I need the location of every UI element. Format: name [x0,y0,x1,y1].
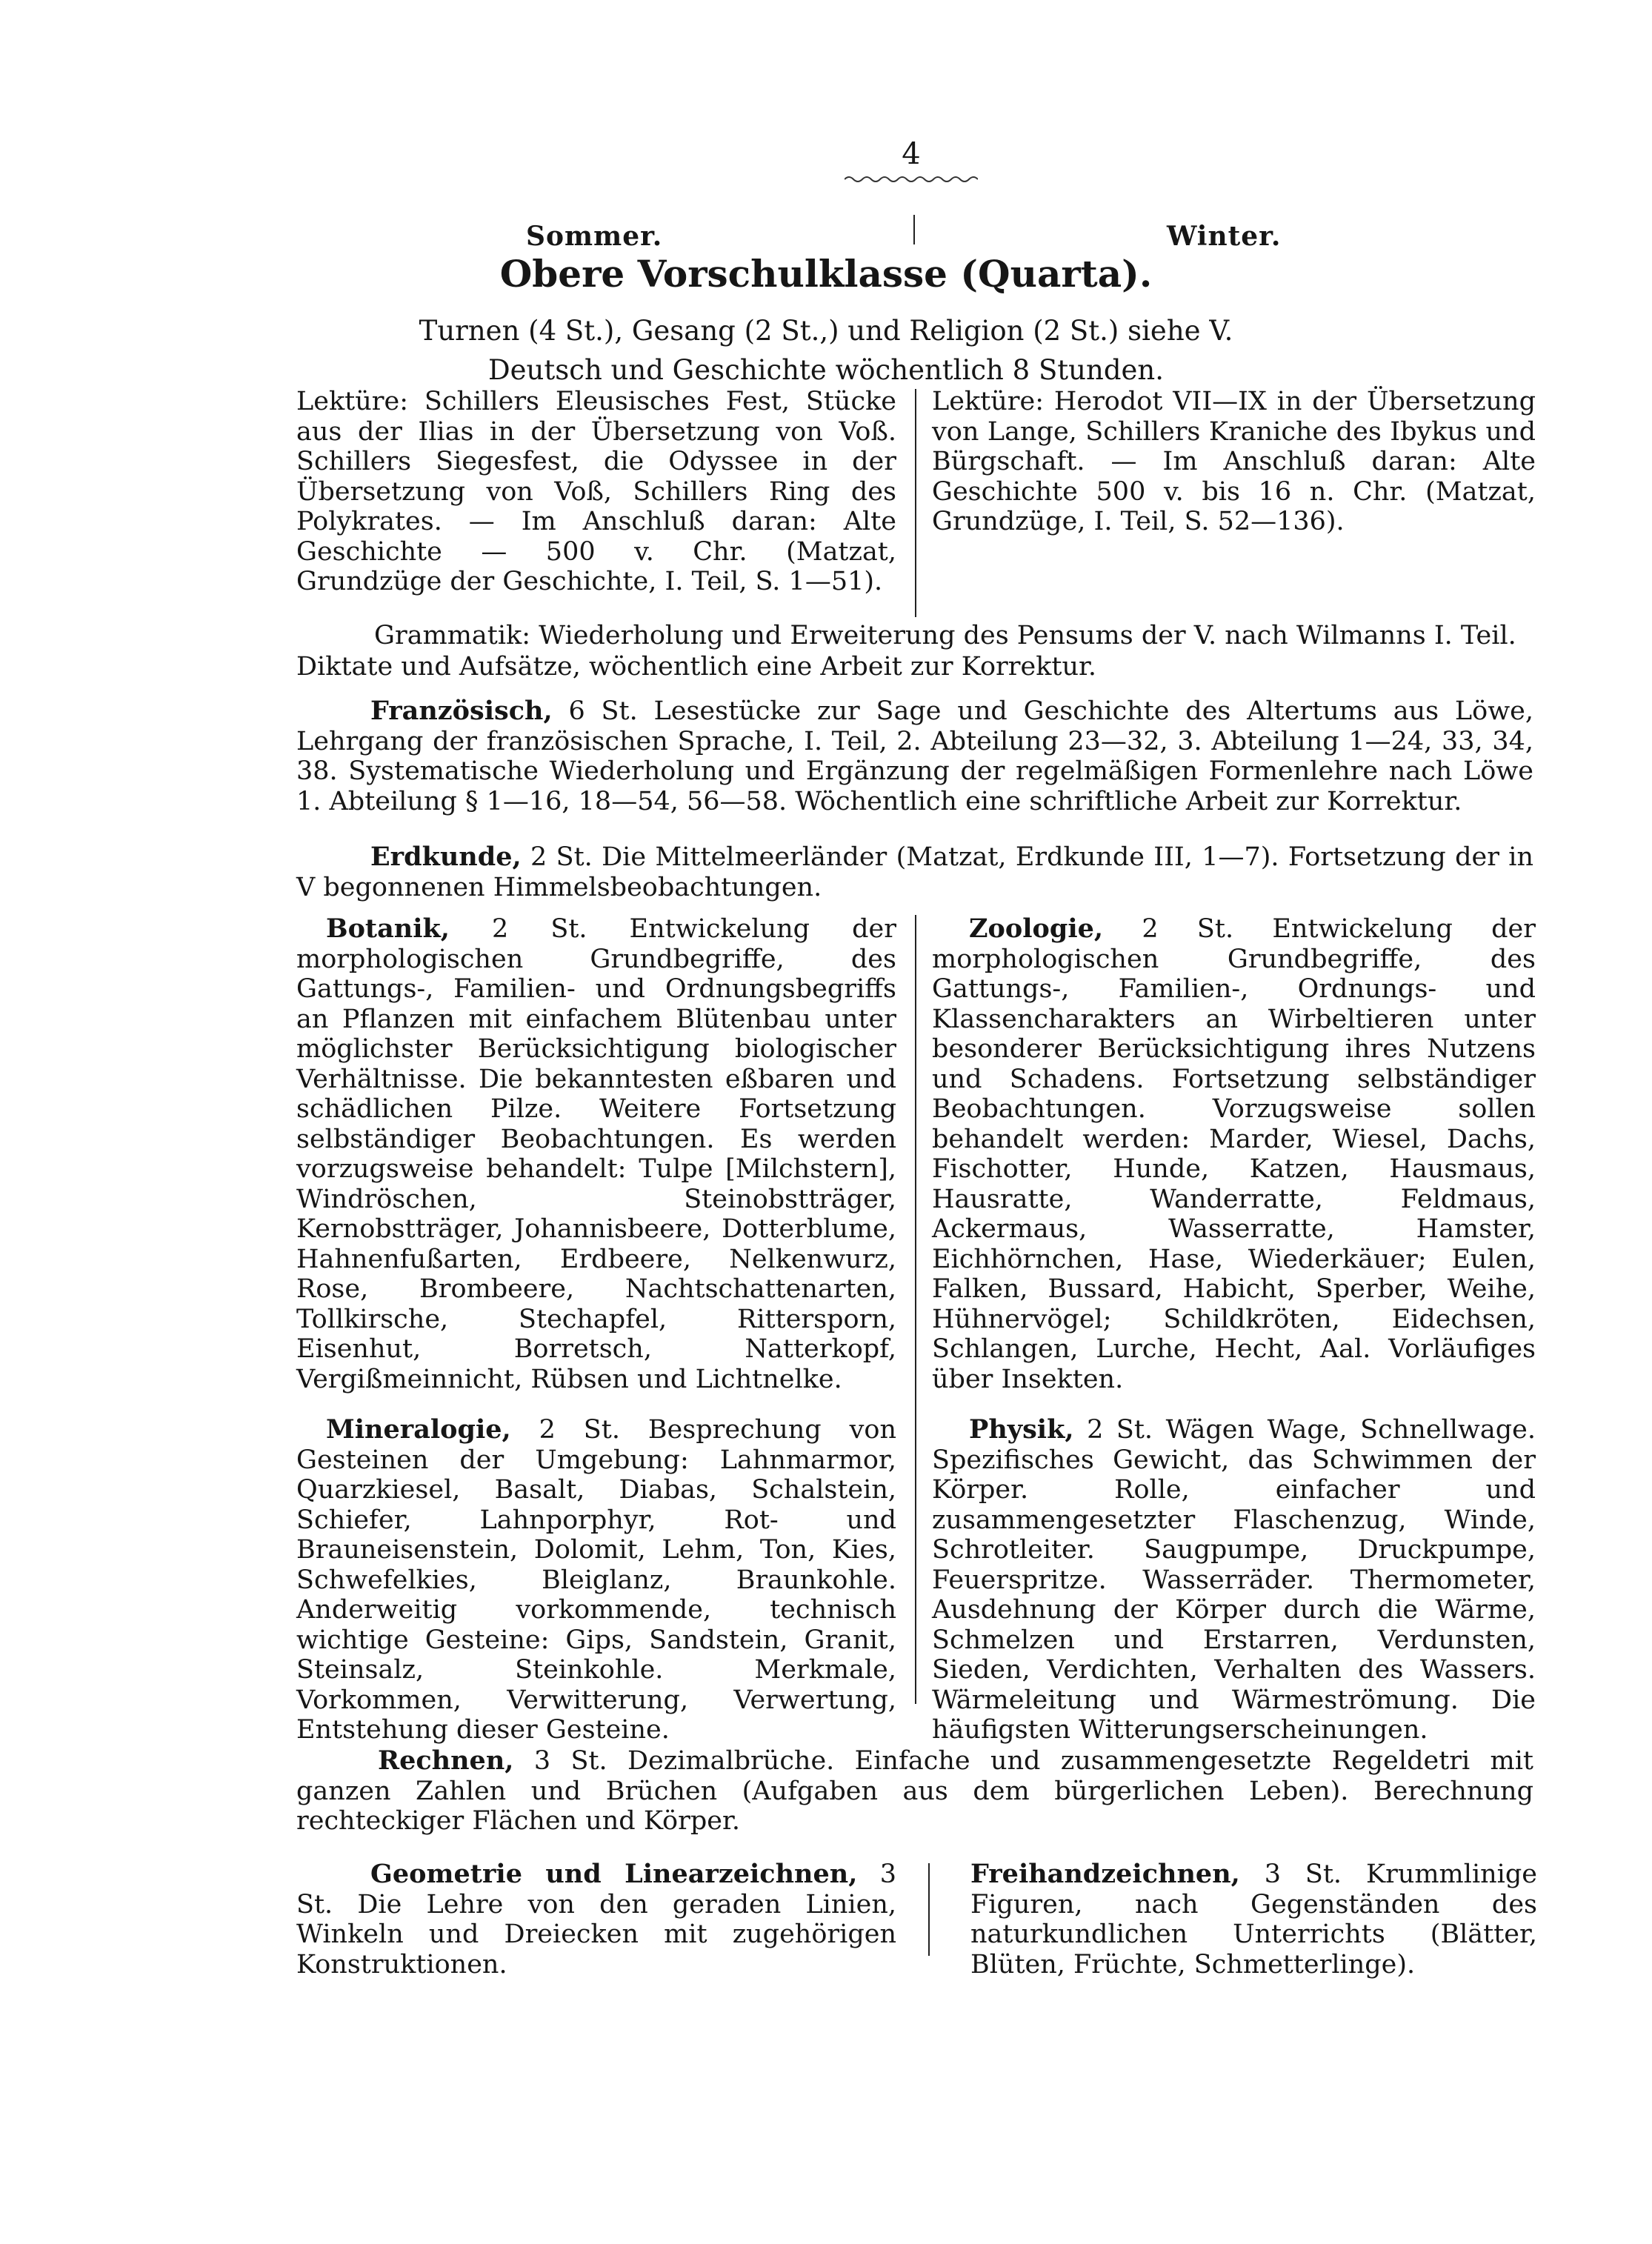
erdkunde-block [296,842,1533,902]
deutsch-winter: Lektüre: Herodot VII—IX in der Übersetzung von Lange, Schillers Kraniche des Ibykus und Bürgschaft. — Im Anschluß daran: Alte Geschichte 500 v. bis 16 n. Chr. (Matzat, Grundzüge, I. Teil, S. 52—136). [932,387,1536,536]
grammatik-line: Grammatik: Wiederholung und Erweiterung des Pensums der V. nach Wilmanns I. Teil. [374,621,1516,650]
physik-label: Physik, [969,1414,1074,1445]
franzoesisch-label: Französisch, [370,696,553,726]
season-summer: Sommer. [526,221,663,252]
header-divider [913,215,915,244]
deutsch-heading: Deutsch und Geschichte wöchentlich 8 Stunden. [488,354,1164,386]
physik-block [932,1415,1536,1745]
freihand-text: 3 St. Krummlinige Figuren, nach Gegenständen des naturkundlichen Unterrichts (Blätter, Blüten, Früchte, Schmetterlinge). [970,1860,1537,1980]
rechnen-label: Rechnen, [378,1745,514,1776]
mineralogie-text: 2 St. Besprechung von Gesteinen der Umgebung: Lahnmarmor, Quarzkiesel, Basalt, Diabas, Schalstein, Schiefer, Lahnporphyr, Rot- und Brauneisenstein, Dolomit, Lehm, Ton, Kies, Schwefelkies, Bleiglanz, Braunkohle. Anderweitig vorkommende, technisch wichtige Gesteine: Gips, Sandstein, Granit, Steinsalz, Steinkohle. Merkmale, Vorkommen, Verwitterung, Verwertung, Entstehung dieser Gesteine. [296,1415,896,1745]
franzoesisch-text: 6 St. Lesestücke zur Sage und Geschichte des Altertums aus Löwe, Lehrgang der französischen Sprache, I. Teil, 2. Abteilung 23—32, 3. Abteilung 1—24, 33, 34, 38. Systematische Wiederholung und Ergänzung der regelmäßigen Formenlehre nach Löwe 1. Abteilung § 1—16, 18—54, 56—58. Wöchentlich eine schriftliche Arbeit zur Korrektur. [296,696,1533,816]
ornament-wave [845,174,978,184]
rechnen-block [296,1746,1533,1837]
mineralogie-block [296,1415,896,1745]
physik-text: 2 St. Wägen Wage, Schnellwage. Spezifisches Gewicht, das Schwimmen der Körper. Rolle, einfacher und zusammengesetzter Flaschenzug, Winde, Schrotleiter. Saugpumpe, Druckpumpe, Feuerspritze. Wasserräder. Thermometer, Ausdehnung der Körper durch die Wärme, Schmelzen und Erstarren, Verdunsten, Sieden, Verdichten, Verhalten des Wassers. Wärmeleitung und Wärmeströmung. Die häufigsten Witterungserscheinungen. [932,1415,1536,1745]
subtitle: Turnen (4 St.), Gesang (2 St.,) und Religion (2 St.) siehe V. [419,315,1233,347]
botanik-text: 2 St. Entwickelung der morphologischen Grundbegriffe, des Gattungs-, Familien- und Ordnungsbegriffs an Pflanzen mit einfachem Blütenbau unter möglichster Berücksichtigung biologischer Verhältnisse. Die bekanntesten eßbaren und schädlichen Pilze. Weitere Fortsetzung selbständiger Beobachtungen. Es werden vorzugsweise behandelt: Tulpe [Milchstern], Windröschen, Steinobstträger, Kernobstträger, Johannisbeere, Dotterblume, Hahnenfußarten, Erdbeere, Nelkenwurz, Rose, Brombeere, Nachtschattenarten, Tollkirsche, Stechapfel, Rittersporn, Eisenhut, Borretsch, Natterkopf, Vergißmeinnicht, Rübsen und Lichtnelke. [296,914,896,1394]
column-divider-2 [915,915,916,1704]
geometrie-block [296,1860,896,1980]
mineralogie-label: Mineralogie, [326,1414,511,1445]
botanik-label: Botanik, [326,913,450,944]
geometrie-label: Geometrie und Linearzeichnen, [370,1859,858,1889]
diktate-line: Diktate und Aufsätze, wöchentlich eine Arbeit zur Korrektur. [296,652,1097,682]
rechnen-text: 3 St. Dezimalbrüche. Einfache und zusammengesetzte Regeldetri mit ganzen Zahlen und Brüchen (Aufgaben aus dem bürgerlichen Leben). Berechnung rechteckiger Flächen und Körper. [296,1746,1533,1836]
zoologie-block [932,914,1536,1394]
freihand-label: Freihandzeichnen, [970,1859,1240,1889]
deutsch-summer: Lektüre: Schillers Eleusisches Fest, Stücke aus der Ilias in der Übersetzung von Voß. Schillers Siegesfest, die Odyssee in der Übersetzung von Voß, Schillers Ring des Polykrates. — Im Anschluß daran: Alte Geschichte — 500 v. Chr. (Matzat, Grundzüge der Geschichte, I. Teil, S. 1—51). [296,387,896,596]
geometrie-text: 3 St. Die Lehre von den geraden Linien, Winkeln und Dreiecken mit zugehörigen Konstruktionen. [296,1860,896,1980]
column-divider-3 [928,1863,930,1956]
page-title: Obere Vorschulklasse (Quarta). [499,252,1153,296]
erdkunde-text: 2 St. Die Mittelmeerländer (Matzat, Erdkunde III, 1—7). Fortsetzung der in V begonnenen Himmelsbeobachtungen. [296,842,1533,902]
botanik-block [296,914,896,1394]
zoologie-label: Zoologie, [969,913,1104,944]
erdkunde-label: Erdkunde, [370,842,522,872]
franzoesisch-block [296,696,1533,816]
column-divider [915,389,916,617]
zoologie-text: 2 St. Entwickelung der morphologischen Grundbegriffe, des Gattungs-, Familien-, Ordnungs- und Klassencharakters an Wirbeltieren unter besonderer Berücksichtigung ihres Nutzens und Schadens. Fortsetzung selbständiger Beobachtungen. Vorzugsweise sollen behandelt werden: Marder, Wiesel, Dachs, Fischotter, Hunde, Katzen, Hausmaus, Hausratte, Wanderratte, Feldmaus, Ackermaus, Wasserratte, Hamster, Eichhörnchen, Hase, Wiederkäuer; Eulen, Falken, Bussard, Habicht, Sperber, Weihe, Hühnervögel; Schildkröten, Eidechsen, Schlangen, Lurche, Hecht, Aal. Vorläufiges über Insekten. [932,914,1536,1394]
page-number: 4 [902,137,921,171]
freihand-block [970,1860,1537,1980]
season-winter: Winter. [1167,221,1282,252]
